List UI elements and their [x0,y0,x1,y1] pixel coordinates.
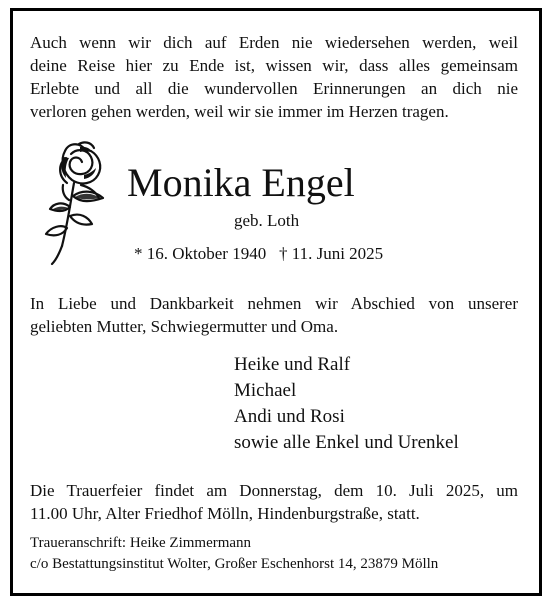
family-member: sowie alle Enkel und Urenkel [234,432,459,453]
quote-text [30,31,518,123]
quote-line: Auch wenn wir dich auf Erden nie wiedersehen werden, weil [30,33,518,52]
ceremony-line: Die Trauerfeier findet am Donnerstag, dem 10. Juli 2025, um [30,481,518,500]
address-line: c/o Bestattungsinstitut Wolter, Großer Eschenhorst 14, 23879 Mölln [30,556,439,572]
deceased-name: Monika Engel [127,160,355,205]
mourning-address [30,533,518,575]
farewell-text [30,292,518,338]
family-member: Michael [234,380,297,401]
family-member: Heike und Ralf [234,354,351,375]
life-dates [134,243,383,265]
death-date: † 11. Juni 2025 [278,244,384,263]
family-list [234,352,459,456]
family-member: Andi und Rosi [234,406,345,427]
rose-icon [38,136,124,268]
ceremony-text [30,479,518,525]
ceremony-line: 11.00 Uhr, Alter Friedhof Mölln, Hindenburgstraße, statt. [30,504,420,523]
birth-name: geb. Loth [234,211,300,230]
quote-line: Erlebte und all die wundervollen Erinnerungen an dich nie [30,79,518,98]
farewell-line: In Liebe und Dankbarkeit nehmen wir Abschied von unserer [30,294,518,313]
birth-date: * 16. Oktober 1940 [134,244,267,263]
quote-line: verloren gehen werden, weil wir sie immer im Herzen tragen. [30,102,449,121]
address-line: Traueranschrift: Heike Zimmermann [30,535,252,551]
farewell-line: geliebten Mutter, Schwiegermutter und Oma. [30,317,339,336]
quote-line: deine Reise hier zu Ende ist, wissen wir, dass alles gemeinsam [30,56,518,75]
